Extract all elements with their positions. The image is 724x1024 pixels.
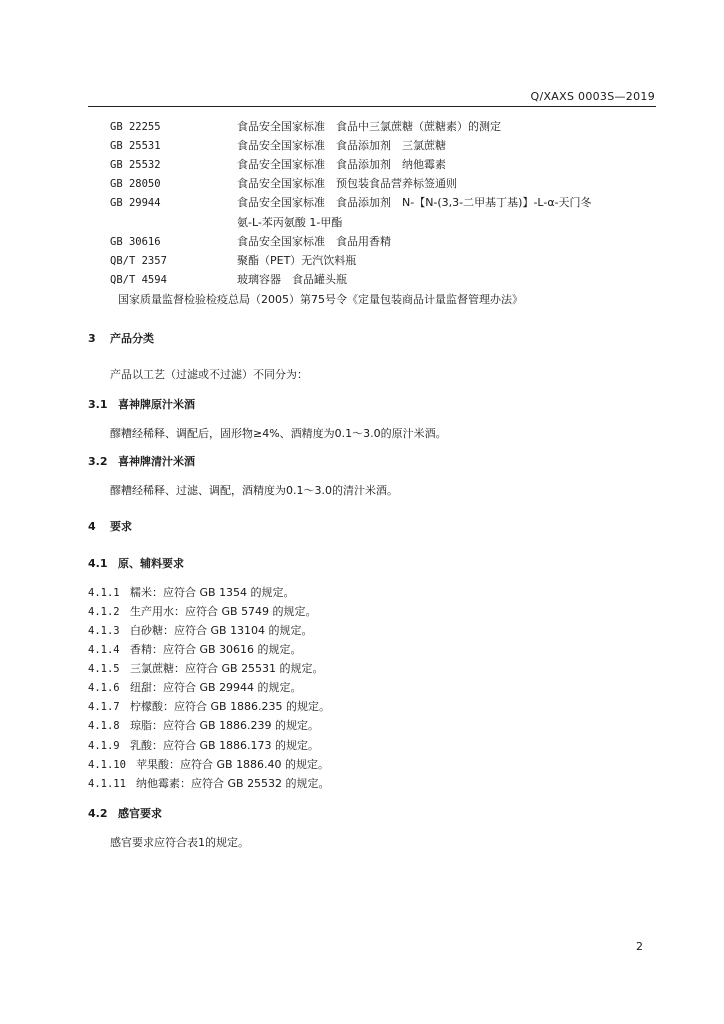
subsection-title: 原、辅料要求 — [118, 557, 184, 570]
reference-note: 国家质量监督检验检疫总局（2005）第75号令《定量包装商品计量监督管理办法》 — [118, 293, 523, 306]
item-number: 4.1.9 — [88, 740, 120, 752]
item-number: 4.1.11 — [88, 778, 126, 790]
reference-code: GB 29944 — [110, 197, 161, 209]
item-number: 4.1.7 — [88, 701, 120, 713]
list-item — [88, 641, 302, 657]
item-text: 乳酸：应符合 GB 1886.173 的规定。 — [130, 739, 320, 752]
section-heading — [88, 330, 154, 346]
reference-title: 食品安全国家标准 食品添加剂 N-【N-(3,3-二甲基丁基)】-L-α-天门冬 — [237, 196, 592, 209]
subsection-heading — [88, 555, 184, 571]
list-item — [88, 660, 324, 676]
reference-title: 食品安全国家标准 食品中三氯蔗糖（蔗糖素）的测定 — [237, 120, 501, 133]
subsection-heading — [88, 805, 162, 821]
page-number: 2 — [636, 940, 643, 953]
paragraph: 醪糟经稀释、调配后，固形物≥4%、酒精度为0.1～3.0的原汁米酒。 — [110, 427, 447, 440]
subsection-number: 4.2 — [88, 807, 108, 820]
item-number: 4.1.8 — [88, 720, 120, 732]
section-number: 4 — [88, 520, 96, 533]
subsection-heading — [88, 396, 195, 412]
item-text: 纽甜：应符合 GB 29944 的规定。 — [130, 681, 302, 694]
item-text: 香精：应符合 GB 30616 的规定。 — [130, 643, 302, 656]
header-divider — [88, 106, 656, 107]
item-number: 4.1.1 — [88, 587, 120, 599]
item-text: 三氯蔗糖：应符合 GB 25531 的规定。 — [130, 662, 324, 675]
list-item — [88, 775, 330, 791]
reference-title: 食品安全国家标准 食品添加剂 三氯蔗糖 — [237, 139, 446, 152]
subsection-title: 感官要求 — [118, 807, 162, 820]
section-title: 产品分类 — [110, 332, 154, 345]
list-item — [88, 737, 319, 753]
item-text: 白砂糖：应符合 GB 13104 的规定。 — [130, 624, 313, 637]
paragraph: 醪糟经稀释、过滤、调配，酒精度为0.1～3.0的清汁米酒。 — [110, 484, 398, 497]
list-item — [88, 622, 313, 638]
item-number: 4.1.6 — [88, 682, 120, 694]
subsection-title: 喜神牌清汁米酒 — [118, 455, 195, 468]
item-number: 4.1.3 — [88, 625, 120, 637]
list-item — [88, 679, 302, 695]
paragraph: 感官要求应符合表1的规定。 — [110, 836, 249, 849]
list-item — [88, 603, 317, 619]
subsection-number: 3.2 — [88, 455, 108, 468]
subsection-title: 喜神牌原汁米酒 — [118, 398, 195, 411]
item-text: 柠檬酸：应符合 GB 1886.235 的规定。 — [130, 700, 331, 713]
subsection-number: 3.1 — [88, 398, 108, 411]
item-text: 琼脂：应符合 GB 1886.239 的规定。 — [130, 719, 320, 732]
item-text: 纳他霉素：应符合 GB 25532 的规定。 — [136, 777, 330, 790]
reference-code: GB 25532 — [110, 159, 161, 171]
item-text: 糯米：应符合 GB 1354 的规定。 — [130, 586, 295, 599]
list-item — [88, 717, 319, 733]
reference-code: GB 28050 — [110, 178, 161, 190]
list-item — [88, 584, 295, 600]
item-text: 生产用水：应符合 GB 5749 的规定。 — [130, 605, 317, 618]
section-number: 3 — [88, 332, 96, 345]
reference-code: QB/T 4594 — [110, 274, 167, 286]
reference-title: 聚酯（PET）无汽饮料瓶 — [237, 254, 357, 267]
subsection-heading — [88, 453, 195, 469]
subsection-number: 4.1 — [88, 557, 108, 570]
reference-title-continuation: 氨-L-苯丙氨酸 1-甲酯 — [237, 216, 343, 229]
item-number: 4.1.10 — [88, 759, 126, 771]
item-number: 4.1.2 — [88, 606, 120, 618]
reference-code: GB 30616 — [110, 236, 161, 248]
reference-code: QB/T 2357 — [110, 255, 167, 267]
item-text: 苹果酸：应符合 GB 1886.40 的规定。 — [136, 758, 330, 771]
reference-title: 食品安全国家标准 食品用香精 — [237, 235, 391, 248]
reference-title: 食品安全国家标准 预包装食品营养标签通则 — [237, 177, 457, 190]
reference-title: 玻璃容器 食品罐头瓶 — [237, 273, 347, 286]
document-code: Q/XAXS 0003S—2019 — [530, 90, 655, 103]
section-title: 要求 — [110, 520, 132, 533]
reference-title: 食品安全国家标准 食品添加剂 纳他霉素 — [237, 158, 446, 171]
reference-code: GB 25531 — [110, 140, 161, 152]
section-heading — [88, 518, 132, 534]
item-number: 4.1.4 — [88, 644, 120, 656]
list-item — [88, 756, 329, 772]
paragraph: 产品以工艺（过滤或不过滤）不同分为： — [110, 368, 308, 381]
list-item — [88, 698, 330, 714]
reference-code: GB 22255 — [110, 121, 161, 133]
item-number: 4.1.5 — [88, 663, 120, 675]
